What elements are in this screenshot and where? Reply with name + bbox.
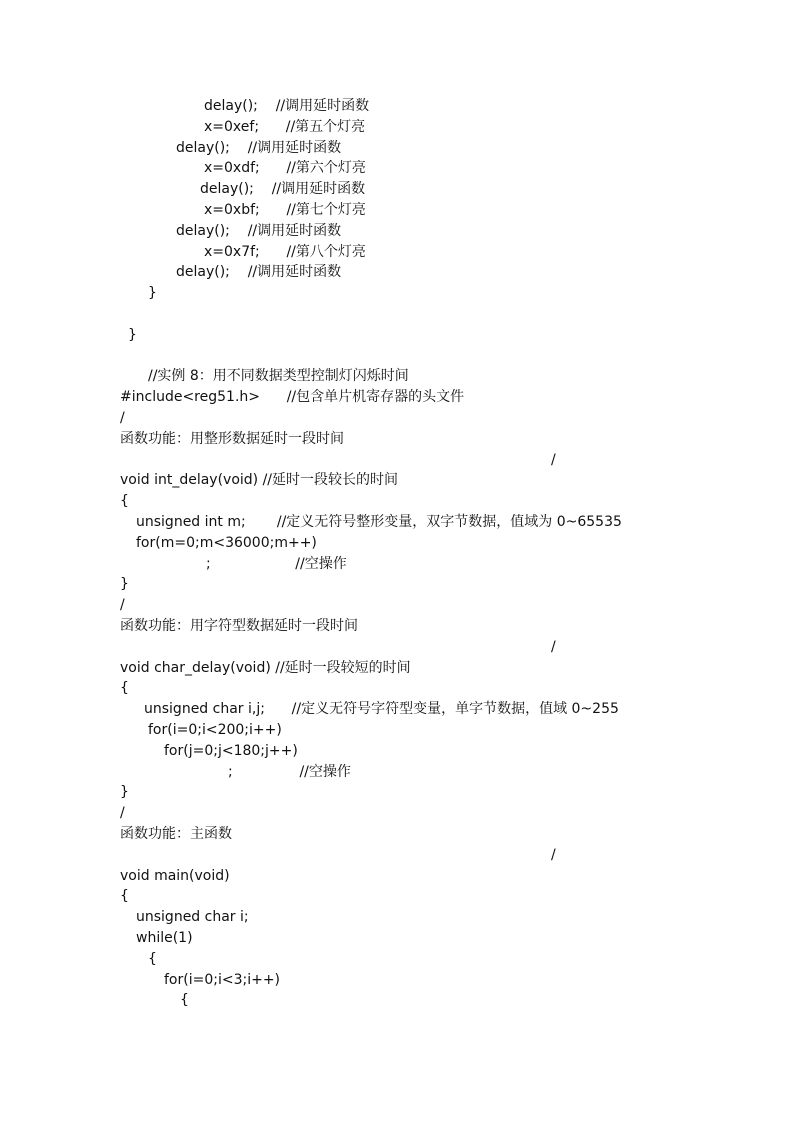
code-line: { bbox=[120, 493, 129, 509]
code-line: / bbox=[551, 847, 556, 863]
code-line: void char_delay(void) //延时一段较短的时间 bbox=[120, 660, 411, 676]
code-line: / bbox=[551, 452, 556, 468]
code-line: for(i=0;i<200;i++) bbox=[148, 722, 282, 738]
code-line: / bbox=[120, 597, 125, 613]
code-line: x=0xef; //第五个灯亮 bbox=[204, 119, 366, 135]
code-line: unsigned char i; bbox=[136, 909, 249, 925]
code-line: delay(); //调用延时函数 bbox=[176, 223, 342, 239]
code-line: { bbox=[120, 888, 129, 904]
code-line: delay(); //调用延时函数 bbox=[204, 98, 370, 114]
comment-line: 函数功能：用整形数据延时一段时间 bbox=[120, 431, 344, 447]
code-line: { bbox=[148, 951, 157, 967]
code-line: / bbox=[120, 805, 125, 821]
code-line: delay(); //调用延时函数 bbox=[176, 264, 342, 280]
code-line: for(m=0;m<36000;m++) bbox=[136, 535, 317, 551]
code-line: delay(); //调用延时函数 bbox=[176, 140, 342, 156]
code-line: void main(void) bbox=[120, 868, 230, 884]
code-line: } bbox=[120, 784, 129, 800]
code-line: ; //空操作 bbox=[206, 556, 347, 572]
code-line: { bbox=[120, 680, 129, 696]
code-line: ; //空操作 bbox=[228, 764, 351, 780]
code-line: } bbox=[128, 327, 137, 343]
code-line: void int_delay(void) //延时一段较长的时间 bbox=[120, 472, 399, 488]
section-heading: //实例 8：用不同数据类型控制灯闪烁时间 bbox=[148, 368, 409, 384]
comment-line: 函数功能：用字符型数据延时一段时间 bbox=[120, 618, 358, 634]
code-line: unsigned int m; //定义无符号整形变量，双字节数据，值域为 0~65535 bbox=[136, 514, 622, 530]
code-line: { bbox=[180, 992, 189, 1008]
code-line: x=0x7f; //第八个灯亮 bbox=[204, 244, 366, 260]
code-line: delay(); //调用延时函数 bbox=[200, 181, 366, 197]
code-line: / bbox=[120, 410, 125, 426]
code-line: unsigned char i,j; //定义无符号字符型变量，单字节数据，值域 0~255 bbox=[144, 701, 619, 717]
code-line: / bbox=[551, 639, 556, 655]
code-line: x=0xbf; //第七个灯亮 bbox=[204, 202, 366, 218]
code-line: } bbox=[120, 576, 129, 592]
code-line: for(i=0;i<3;i++) bbox=[164, 972, 281, 988]
code-line: } bbox=[148, 285, 157, 301]
code-line: x=0xdf; //第六个灯亮 bbox=[204, 160, 366, 176]
code-line: for(j=0;j<180;j++) bbox=[164, 743, 298, 759]
comment-line: 函数功能：主函数 bbox=[120, 826, 232, 842]
code-line: while(1) bbox=[136, 930, 193, 946]
code-line: #include<reg51.h> //包含单片机寄存器的头文件 bbox=[120, 389, 465, 405]
